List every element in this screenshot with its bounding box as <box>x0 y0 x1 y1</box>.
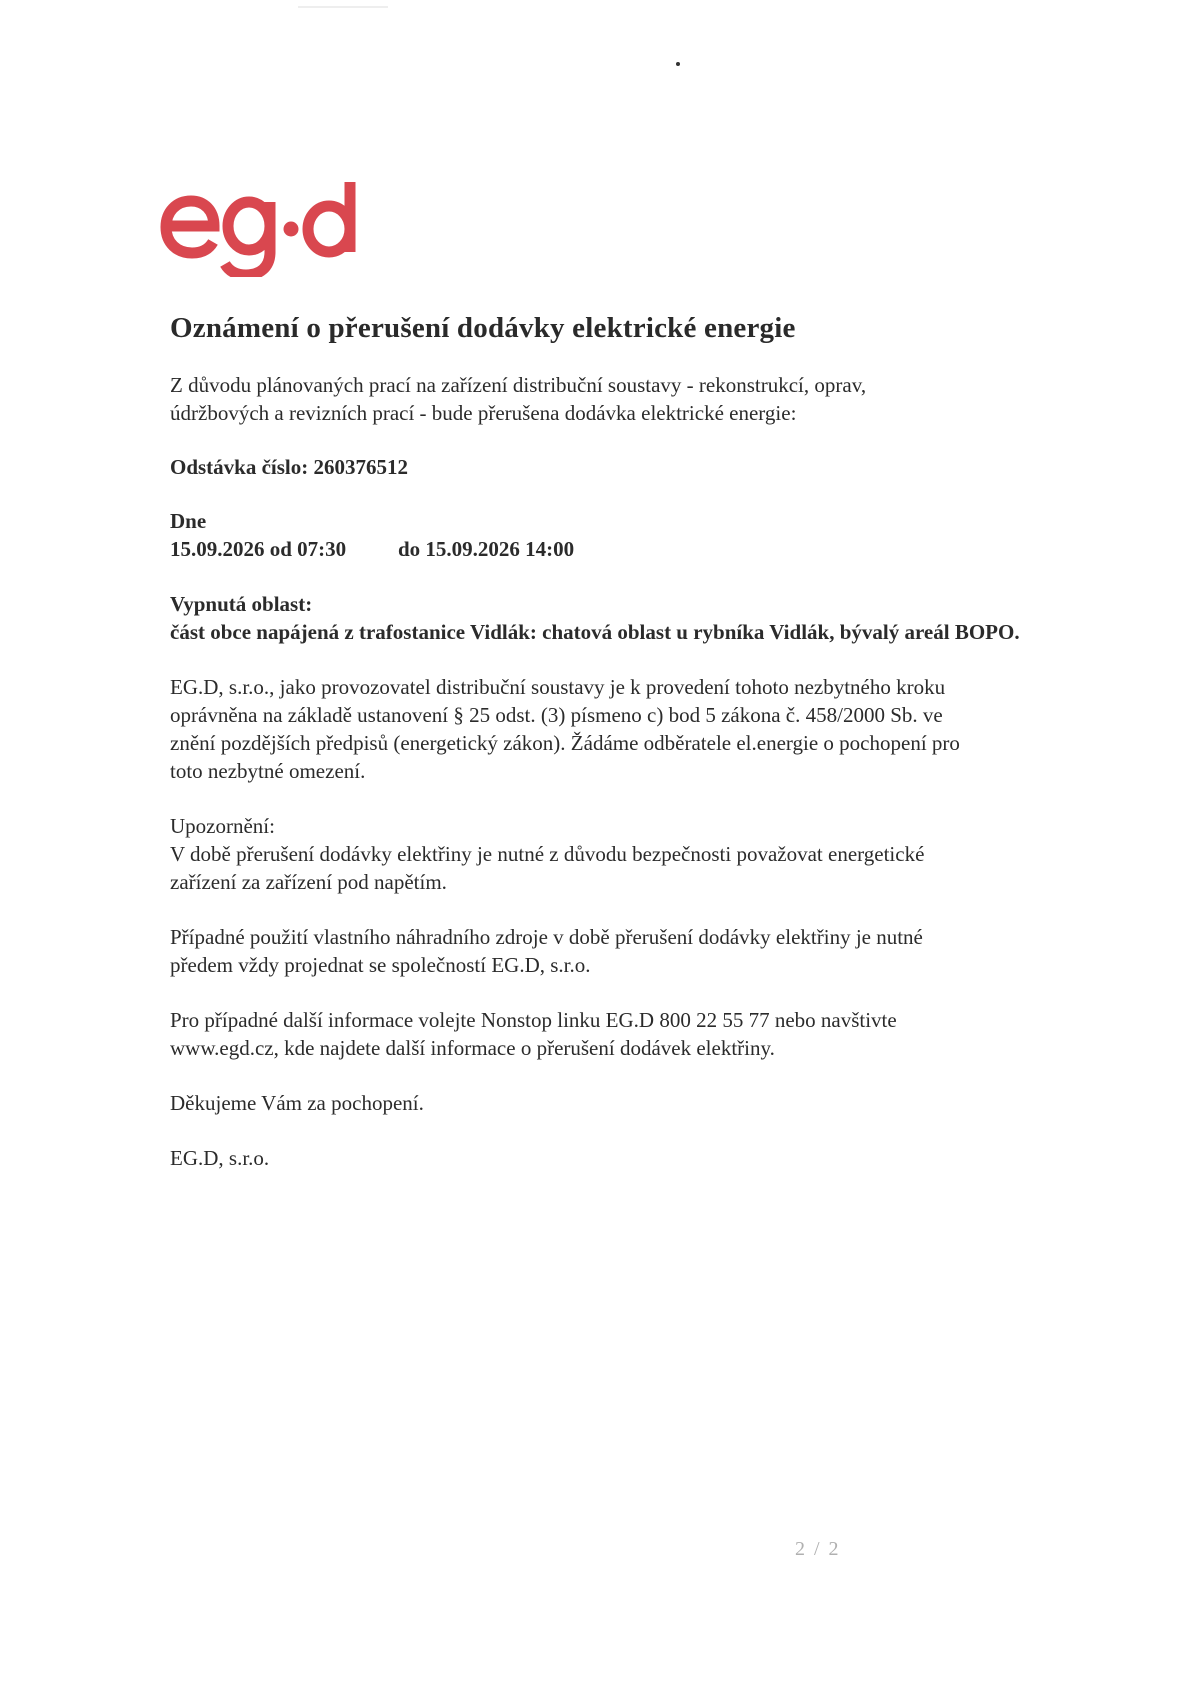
signature-text: EG.D, s.r.o. <box>170 1146 270 1170</box>
area-value: část obce napájená z trafostanice Vidlák: chatová oblast u rybníka Vidlák, bývalý areál BOPO. <box>170 620 1020 644</box>
scan-dot <box>676 62 680 66</box>
warning-line: V době přerušení dodávky elektřiny je nutné z důvodu bezpečnosti považovat energetické <box>170 842 925 866</box>
thanks-paragraph <box>170 1089 1130 1117</box>
intro-paragraph <box>170 371 1130 427</box>
egd-logo <box>158 182 368 277</box>
date-to: do 15.09.2026 14:00 <box>398 537 575 561</box>
warning-section <box>170 812 1130 896</box>
warning-heading: Upozornění: <box>170 814 275 838</box>
document-body <box>170 312 1130 1199</box>
legal-line: oprávněna na základě ustanovení § 25 odst. (3) písmeno c) bod 5 zákona č. 458/2000 Sb. ve <box>170 703 943 727</box>
date-range <box>170 535 1130 563</box>
warning-line: zařízení za zařízení pod napětím. <box>170 870 447 894</box>
area-section <box>170 590 1130 646</box>
outage-number <box>170 453 1130 481</box>
legal-line: znění pozdějších předpisů (energetický zákon). Žádáme odběratele el.energie o pochopení pro <box>170 731 960 755</box>
thanks-text: Děkujeme Vám za pochopení. <box>170 1091 424 1115</box>
legal-line: toto nezbytné omezení. <box>170 759 366 783</box>
date-heading: Dne <box>170 509 207 533</box>
outage-label: Odstávka číslo: 260376512 <box>170 455 409 479</box>
area-heading: Vypnutá oblast: <box>170 592 313 616</box>
signature-block <box>170 1144 1130 1172</box>
backup-line: Případné použití vlastního náhradního zdroje v době přerušení dodávky elektřiny je nutné <box>170 925 923 949</box>
backup-line: předem vždy projednat se společností EG.D, s.r.o. <box>170 953 591 977</box>
document-title: Oznámení o přerušení dodávky elektrické energie <box>170 312 796 344</box>
backup-paragraph <box>170 923 1130 979</box>
date-from: 15.09.2026 od 07:30 <box>170 537 347 561</box>
info-paragraph <box>170 1006 1130 1062</box>
intro-line: údržbových a revizních prací - bude přerušena dodávka elektrické energie: <box>170 401 797 425</box>
legal-line: EG.D, s.r.o., jako provozovatel distribuční soustavy je k provedení tohoto nezbytného kroku <box>170 675 946 699</box>
info-line: Pro případné další informace volejte Nonstop linku EG.D 800 22 55 77 nebo navštivte <box>170 1008 897 1032</box>
info-line: www.egd.cz, kde najdete další informace o přerušení dodávek elektřiny. <box>170 1036 775 1060</box>
date-section <box>170 507 1130 563</box>
legal-paragraph <box>170 673 1130 785</box>
scan-artifact <box>298 6 388 8</box>
page-number: 2 / 2 <box>795 1538 841 1560</box>
intro-line: Z důvodu plánovaných prací na zařízení distribuční soustavy - rekonstrukcí, oprav, <box>170 373 867 397</box>
